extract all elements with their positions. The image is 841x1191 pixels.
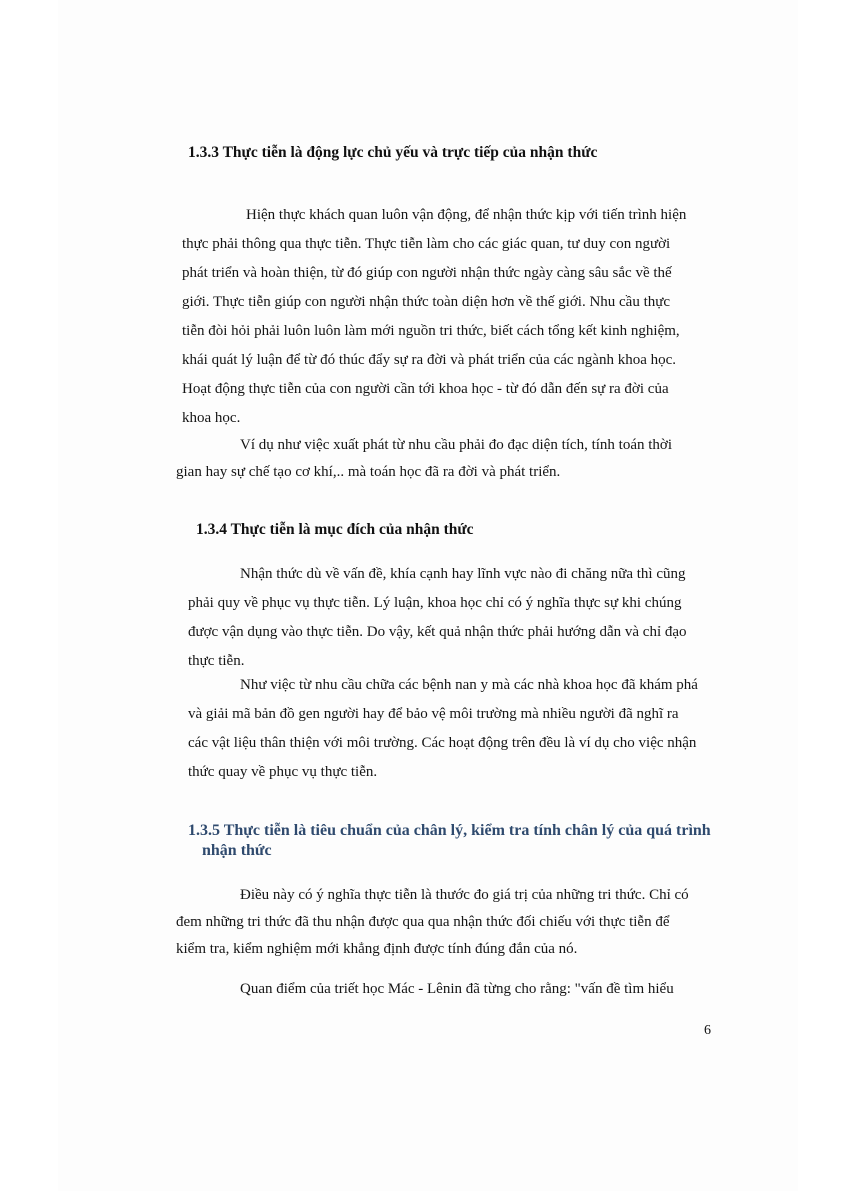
paragraph-line: kiểm tra, kiểm nghiệm mới khẳng định được tính đúng đắn của nó. xyxy=(176,941,578,957)
paragraph-line: Hoạt động thực tiễn của con người cần tới khoa học - từ đó dẫn đến sự ra đời của xyxy=(182,381,669,397)
section-heading-1-3-5: 1.3.5 Thực tiễn là tiêu chuẩn của chân lý, kiểm tra tính chân lý của quá trình xyxy=(188,822,711,839)
paragraph-line: thức quay về phục vụ thực tiễn. xyxy=(188,764,378,780)
paragraph-line: thực tiễn. xyxy=(188,653,245,669)
paragraph-line: đem những tri thức đã thu nhận được qua qua nhận thức đối chiếu với thực tiễn để xyxy=(176,914,670,930)
paragraph-line: tiễn đòi hỏi phải luôn luôn làm mới nguồn tri thức, biết cách tổng kết kinh nghiệm, xyxy=(182,323,680,339)
paragraph-line: Ví dụ như việc xuất phát từ nhu cầu phải đo đạc diện tích, tính toán thời xyxy=(240,437,673,453)
paragraph-line: Quan điểm của triết học Mác - Lênin đã từng cho rằng: "vấn đề tìm hiểu xyxy=(240,981,674,997)
paragraph-line: thực phải thông qua thực tiễn. Thực tiễn làm cho các giác quan, tư duy con người xyxy=(182,236,671,252)
section-heading-1-3-5-continued: nhận thức xyxy=(202,842,272,859)
paragraph-line: Nhận thức dù về vấn đề, khía cạnh hay lĩnh vực nào đi chăng nữa thì cũng xyxy=(240,566,686,582)
paragraph-line: phát triển và hoàn thiện, từ đó giúp con người nhận thức ngày càng sâu sắc về thế xyxy=(182,265,672,281)
paragraph-line: được vận dụng vào thực tiễn. Do vậy, kết quả nhận thức phải hướng dẫn và chỉ đạo xyxy=(188,624,687,640)
paragraph-line: khái quát lý luận để từ đó thúc đẩy sự ra đời và phát triển của các ngành khoa học. xyxy=(182,352,677,368)
paragraph-line: giới. Thực tiễn giúp con người nhận thức toàn diện hơn về thế giới. Nhu cầu thực xyxy=(182,294,671,310)
paragraph-line: Hiện thực khách quan luôn vận động, để nhận thức kịp với tiến trình hiện xyxy=(246,207,687,223)
paragraph-line: Như việc từ nhu cầu chữa các bệnh nan y mà các nhà khoa học đã khám phá xyxy=(240,677,698,693)
paragraph-line: phải quy về phục vụ thực tiễn. Lý luận, khoa học chỉ có ý nghĩa thực sự khi chúng xyxy=(188,595,682,611)
section-heading-1-3-4: 1.3.4 Thực tiễn là mục đích của nhận thức xyxy=(196,521,474,538)
section-heading-1-3-3: 1.3.3 Thực tiễn là động lực chủ yếu và trực tiếp của nhận thức xyxy=(188,144,598,161)
paragraph-line: và giải mã bản đồ gen người hay để bảo vệ môi trường mà nhiều người đã nghĩ ra xyxy=(188,706,679,722)
paragraph-line: Điều này có ý nghĩa thực tiễn là thước đo giá trị của những tri thức. Chỉ có xyxy=(240,887,689,903)
paragraph-line: gian hay sự chế tạo cơ khí,.. mà toán học đã ra đời và phát triển. xyxy=(176,464,561,480)
paragraph-line: khoa học. xyxy=(182,410,241,426)
page-number: 6 xyxy=(704,1023,711,1038)
paragraph-line: các vật liệu thân thiện với môi trường. Các hoạt động trên đều là ví dụ cho việc nhận xyxy=(188,735,697,751)
